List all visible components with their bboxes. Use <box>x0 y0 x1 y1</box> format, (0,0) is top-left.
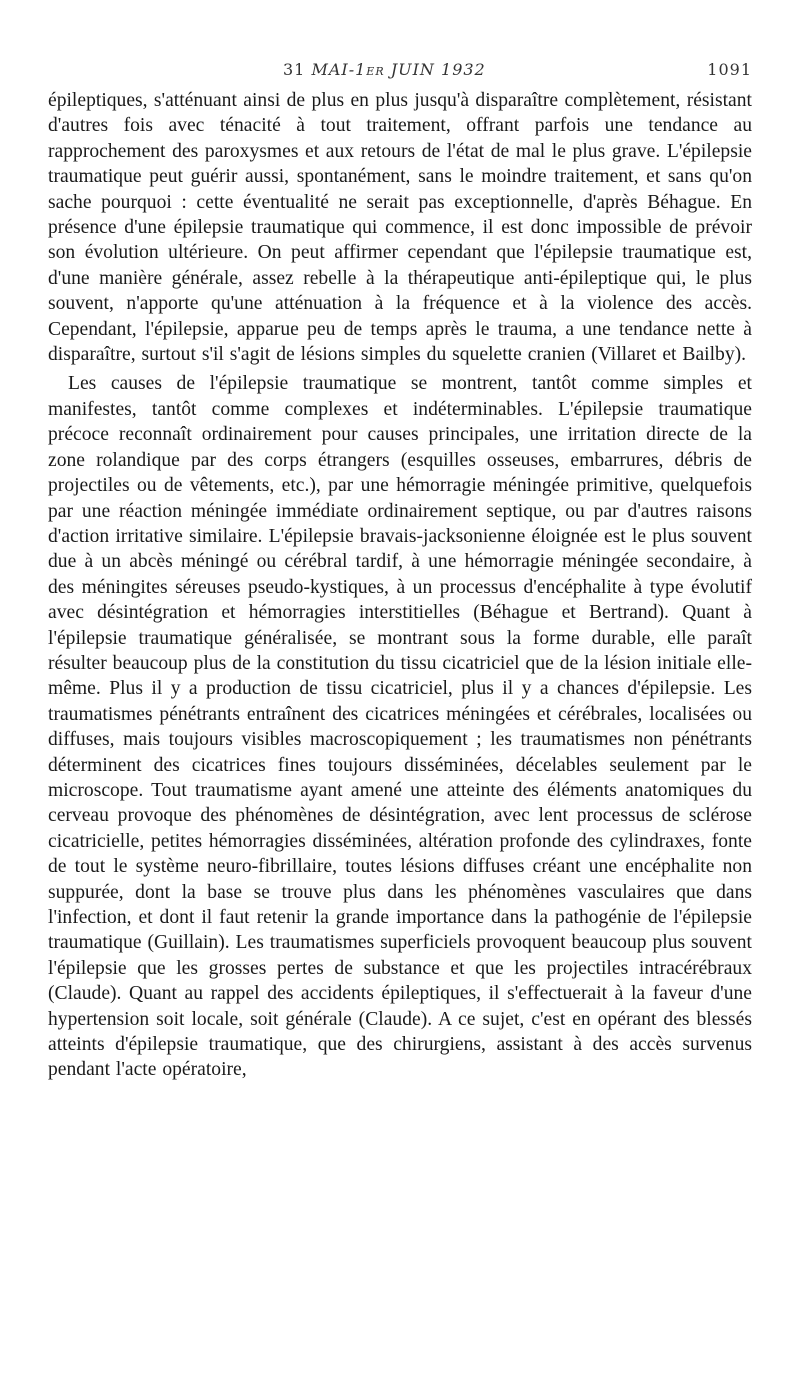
body-text <box>48 88 752 1083</box>
page-number: 1091 <box>707 60 752 79</box>
date-year: 1932 <box>441 60 486 79</box>
date-day: 31 <box>283 60 306 79</box>
date-months: MAI-1er JUIN <box>311 60 435 79</box>
paragraph-continuation: épileptiques, s'atténuant ainsi de plus en plus jusqu'à disparaître complètement, résistant d'autres fois avec ténacité à tout traitement, offrant parfois une tendance au rapprochement des paroxysmes et aux retours de l'état de mal le plus grave. L'épilepsie traumatique peut guérir aussi, spontanément, sans le moindre traitement, et sans qu'on sache pourquoi : cette éventualité ne serait pas exceptionnelle, d'après Béhague. En présence d'une épilepsie traumatique qui commence, il est donc impossible de prévoir son évolution ultérieure. On peut affirmer cependant que l'épilepsie traumatique est, d'une manière générale, assez rebelle à la thérapeutique anti-épileptique qui, le plus souvent, n'apporte qu'une atténuation à la fréquence et à la violence des accès. Cependant, l'épilepsie, apparue peu de temps après le trauma, a une tendance nette à disparaître, surtout s'il s'agit de lésions simples du squelette cranien (Villaret et Bailby). <box>48 90 752 366</box>
running-title <box>283 60 486 79</box>
paragraph-causes: Les causes de l'épilepsie traumatique se montrent, tantôt comme simples et manifestes, tantôt comme complexes et indéterminables. L'épilepsie traumatique précoce reconnaît ordinairement pour causes principales, une irritation directe de la zone rolandique par des corps étrangers (esquilles osseuses, embarrures, débris de projectiles ou de vêtements, etc.), par une hémorragie méningée primitive, quelquefois par une réaction méningée immédiate ordinairement septique, ou par d'autres raisons d'action irritative similaire. L'épilepsie bravais-jacksonienne éloignée est le plus souvent due à un abcès méningé ou cérébral tardif, à une hémorragie méningée secondaire, à des méningites séreuses pseudo-kystiques, à un processus d'encéphalite à type évolutif avec désintégration et hémorragies interstitielles (Béhague et Bertrand). Quant à l'épilepsie traumatique généralisée, se montrant sous la forme durable, elle paraît résulter beaucoup plus de la constitution du tissu cicatriciel que de la lésion initiale elle-même. Plus il y a production de tissu cicatriciel, plus il y a chances d'épilepsie. Les traumatismes pénétrants entraînent des cicatrices méningées et cérébrales, localisées ou diffuses, mais toujours visibles macroscopiquement ; les traumatismes non pénétrants déterminent des cicatrices fines toujours disséminées, décelables seulement par le microscope. Tout traumatisme ayant amené une atteinte des éléments anatomiques du cerveau provoque des phénomènes de désintégration, avec lent processus de sclérose cicatricielle, petites hémorragies disséminées, altération profonde des cylindraxes, fonte de tout le système neuro-fibrillaire, toutes lésions diffuses créant une encéphalite non suppurée, dont la base se trouve plus dans les phénomènes vasculaires que dans l'infection, et dont il faut retenir la grande importance dans la pathogénie de l'épilepsie traumatique (Guillain). Les traumatismes superficiels provoquent beaucoup plus souvent l'épilepsie que les grosses pertes de substance et que les projectiles intracérébraux (Claude). Quant au rappel des accidents épileptiques, il s'effectuerait à la faveur d'une hypertension soit locale, soit générale (Claude). A ce sujet, c'est en opérant des blessés atteints d'épilepsie traumatique, que des chirurgiens, assistant à des accès survenus pendant l'acte opératoire, <box>48 373 752 1081</box>
running-head <box>48 60 752 88</box>
